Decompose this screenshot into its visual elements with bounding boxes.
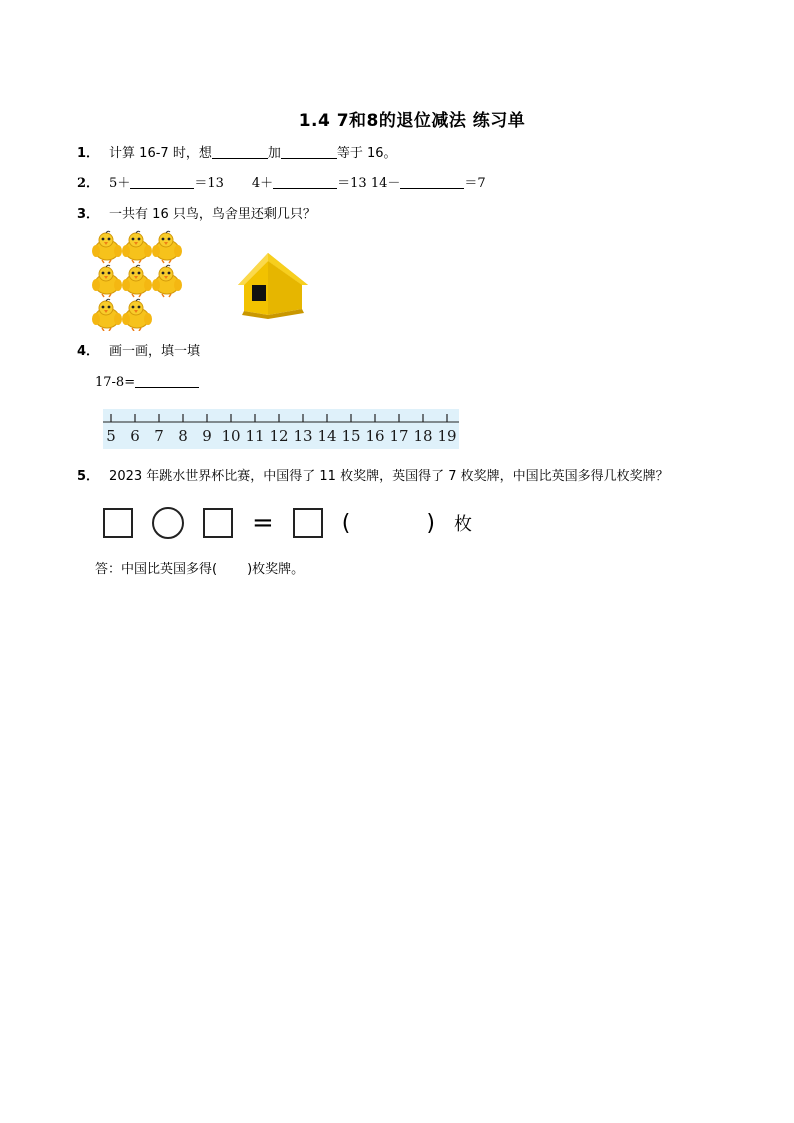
ruler-label: 5 [106,427,116,445]
question-number: 3． [77,207,100,222]
equals-sign: = [252,508,274,538]
page-title: 1.4 7和8的退位减法 练习单 [298,111,526,131]
chick-group-icon [90,229,186,331]
question-number: 5． [77,469,100,484]
paren-open: ( [341,510,351,536]
ruler-label: 13 [293,427,313,445]
q5-text: 2023 年跳水世界杯比赛，中国得了 11 枚奖牌，英国得了 7 枚奖牌，中国比英国多得几枚奖牌？ [109,469,669,484]
ruler-label: 10 [221,427,241,445]
question-5 [77,468,669,486]
q4-equation-line [95,374,199,392]
ruler-label: 11 [245,427,265,445]
q2-c: 4＋ [251,176,274,191]
q5-answer-b: )枚奖牌。 [247,562,305,577]
ruler-label: 7 [154,427,164,445]
ruler-label: 19 [437,427,457,445]
q1-text-b: 加 [267,146,281,161]
question-3 [77,206,316,224]
ruler-label: 15 [341,427,361,445]
paren-close: ) [426,510,435,536]
ruler-label: 8 [178,427,188,445]
ruler-label: 9 [202,427,212,445]
question-number: 2． [77,176,100,191]
q2-blank-1[interactable] [130,175,194,189]
unit-label: 枚 [453,514,472,535]
q2-f: ＝7 [464,176,486,191]
q4-blank[interactable] [135,374,199,388]
q2-d: ＝13 [337,176,367,191]
question-4 [77,343,200,361]
q5-equation-row [103,507,484,541]
answer-box-3[interactable] [293,508,323,538]
q3-text: 一共有 16 只鸟，鸟舍里还剩几只？ [109,207,316,222]
ruler-label: 14 [317,427,337,445]
q1-blank-1[interactable] [212,145,268,159]
answer-box-2[interactable] [203,508,233,538]
birdhouse-icon [232,249,314,319]
birdhouse-illustration [232,249,314,323]
question-2 [77,175,486,193]
q2-e: 14－ [370,176,401,191]
q4-text: 画一画，填一填 [109,344,201,359]
question-number: 4． [77,344,100,359]
ruler-label: 12 [269,427,289,445]
q4-equation: 17-8= [95,375,136,390]
chicks-illustration [90,229,186,335]
q2-b: ＝13 [194,176,224,191]
ruler-label: 18 [413,427,433,445]
q2-a: 5＋ [109,176,131,191]
q5-answer-line [95,561,304,579]
question-number: 1． [77,146,100,161]
operator-circle[interactable] [152,507,184,539]
q1-text-c: 等于 16。 [336,146,397,161]
ruler-label: 17 [389,427,409,445]
question-1 [77,145,397,163]
q1-blank-2[interactable] [281,145,337,159]
answer-box-1[interactable] [103,508,133,538]
q2-blank-2[interactable] [273,175,337,189]
ruler-label: 6 [130,427,140,445]
number-ruler [103,409,459,453]
q5-answer-a: 答：中国比英国多得( [95,562,218,577]
q1-text-a: 计算 16-7 时，想 [109,146,212,161]
q2-blank-3[interactable] [400,175,464,189]
number-line [103,409,459,449]
ruler-label: 16 [365,427,385,445]
